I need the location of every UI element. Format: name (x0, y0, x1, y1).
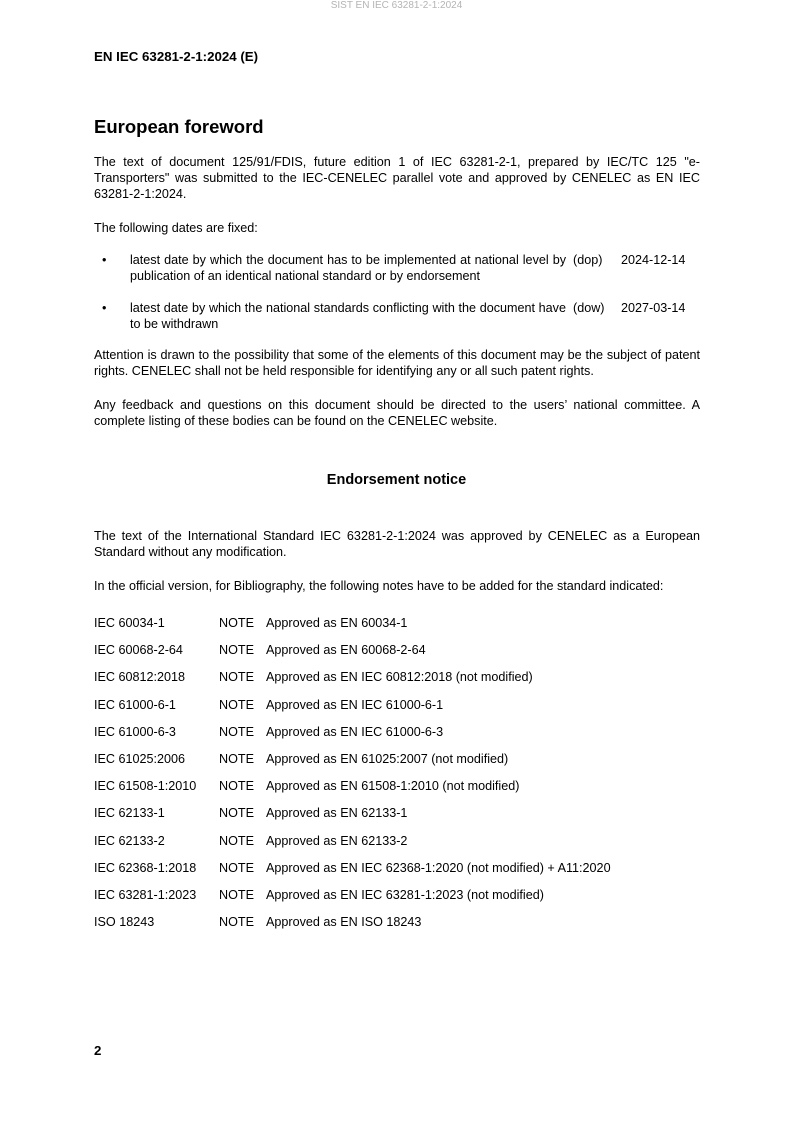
attention-paragraph: Attention is drawn to the possibility that some of the elements of this document may be the subject of patent rights. CENELEC shall not be held responsible for identifying any or all such patent rights. (94, 348, 700, 378)
note-row (94, 861, 700, 877)
date-item-date: 2027-03-14 (621, 301, 686, 315)
dates-intro: The following dates are fixed: (94, 221, 258, 235)
note-label: NOTE (219, 833, 254, 848)
note-standard: IEC 60068-2-64 (94, 643, 183, 658)
note-row (94, 834, 700, 850)
date-item-date: 2024-12-14 (621, 253, 686, 267)
watermark: SIST EN IEC 63281-2-1:2024 (330, 0, 463, 11)
note-text: Approved as EN ISO 18243 (266, 915, 422, 930)
note-label: NOTE (219, 779, 254, 794)
note-standard: IEC 62133-2 (94, 833, 165, 848)
endorsement-title: Endorsement notice (326, 472, 467, 488)
note-text: Approved as EN 60068-2-64 (266, 643, 426, 658)
page-number: 2 (94, 1043, 102, 1058)
note-row (94, 888, 700, 904)
note-label: NOTE (219, 670, 254, 685)
note-standard: IEC 61025:2006 (94, 752, 186, 766)
note-label: NOTE (219, 806, 254, 821)
note-text: Approved as EN IEC 61000-6-3 (266, 724, 444, 739)
note-standard: IEC 62133-1 (94, 806, 165, 821)
note-text: Approved as EN 60034-1 (266, 616, 408, 630)
note-label: NOTE (219, 915, 254, 930)
note-row (94, 779, 700, 795)
note-row (94, 752, 700, 768)
foreword-paragraph: The text of document 125/91/FDIS, future edition 1 of IEC 63281-2-1, prepared by IEC/TC 125 "e-Transporters" was submitted to the IEC-CENELEC parallel vote and approved by CENELEC as EN IEC 63281-2-1:2024. (94, 155, 700, 201)
note-label: NOTE (219, 643, 254, 658)
note-label: NOTE (219, 888, 254, 902)
note-label: NOTE (219, 697, 254, 712)
note-standard: ISO 18243 (94, 915, 155, 930)
note-text: Approved as EN 62133-2 (266, 833, 408, 848)
note-standard: IEC 61508-1:2010 (94, 779, 197, 794)
date-item-code: (dop) (573, 253, 603, 267)
note-text: Approved as EN IEC 61000-6-1 (266, 697, 444, 712)
note-row (94, 643, 700, 659)
note-row (94, 698, 700, 714)
note-label: NOTE (219, 724, 254, 739)
note-text: Approved as EN 61508-1:2010 (not modified) (266, 779, 520, 794)
note-label: NOTE (219, 860, 254, 875)
bullet-icon: • (102, 301, 107, 315)
document-header: EN IEC 63281-2-1:2024 (E) (94, 49, 259, 64)
foreword-title: European foreword (94, 116, 264, 137)
endorsement-paragraph: The text of the International Standard IEC 63281-2-1:2024 was approved by CENELEC as a European Standard without any modification. (94, 529, 700, 559)
note-row (94, 915, 700, 931)
date-item-code: (dow) (573, 301, 605, 315)
note-row (94, 725, 700, 741)
feedback-paragraph: Any feedback and questions on this document should be directed to the users’ national committee. A complete listing of these bodies can be found on the CENELEC website. (94, 398, 700, 428)
note-text: Approved as EN 61025:2007 (not modified) (266, 752, 509, 766)
note-standard: IEC 61000-6-3 (94, 724, 176, 739)
note-text: Approved as EN IEC 63281-1:2023 (not modified) (266, 888, 544, 902)
note-standard: IEC 61000-6-1 (94, 697, 176, 712)
note-text: Approved as EN 62133-1 (266, 806, 408, 821)
note-standard: IEC 62368-1:2018 (94, 860, 197, 875)
note-row (94, 670, 700, 686)
bibliography-intro: In the official version, for Bibliography, the following notes have to be added for the standard indicated: (94, 579, 664, 593)
bullet-icon: • (102, 253, 107, 267)
note-label: NOTE (219, 752, 254, 766)
note-text: Approved as EN IEC 60812:2018 (not modified) (266, 670, 533, 685)
note-label: NOTE (219, 616, 254, 630)
date-item-text: latest date by which the national standards conflicting with the document have to be withdrawn (130, 301, 566, 331)
note-text: Approved as EN IEC 62368-1:2020 (not modified) + A11:2020 (266, 860, 611, 875)
date-item-text: latest date by which the document has to be implemented at national level by publication of an identical national standard or by endorsement (130, 253, 566, 283)
note-standard: IEC 63281-1:2023 (94, 888, 197, 902)
note-standard: IEC 60034-1 (94, 616, 165, 630)
note-row (94, 806, 700, 822)
note-standard: IEC 60812:2018 (94, 670, 186, 685)
note-row (94, 616, 700, 632)
